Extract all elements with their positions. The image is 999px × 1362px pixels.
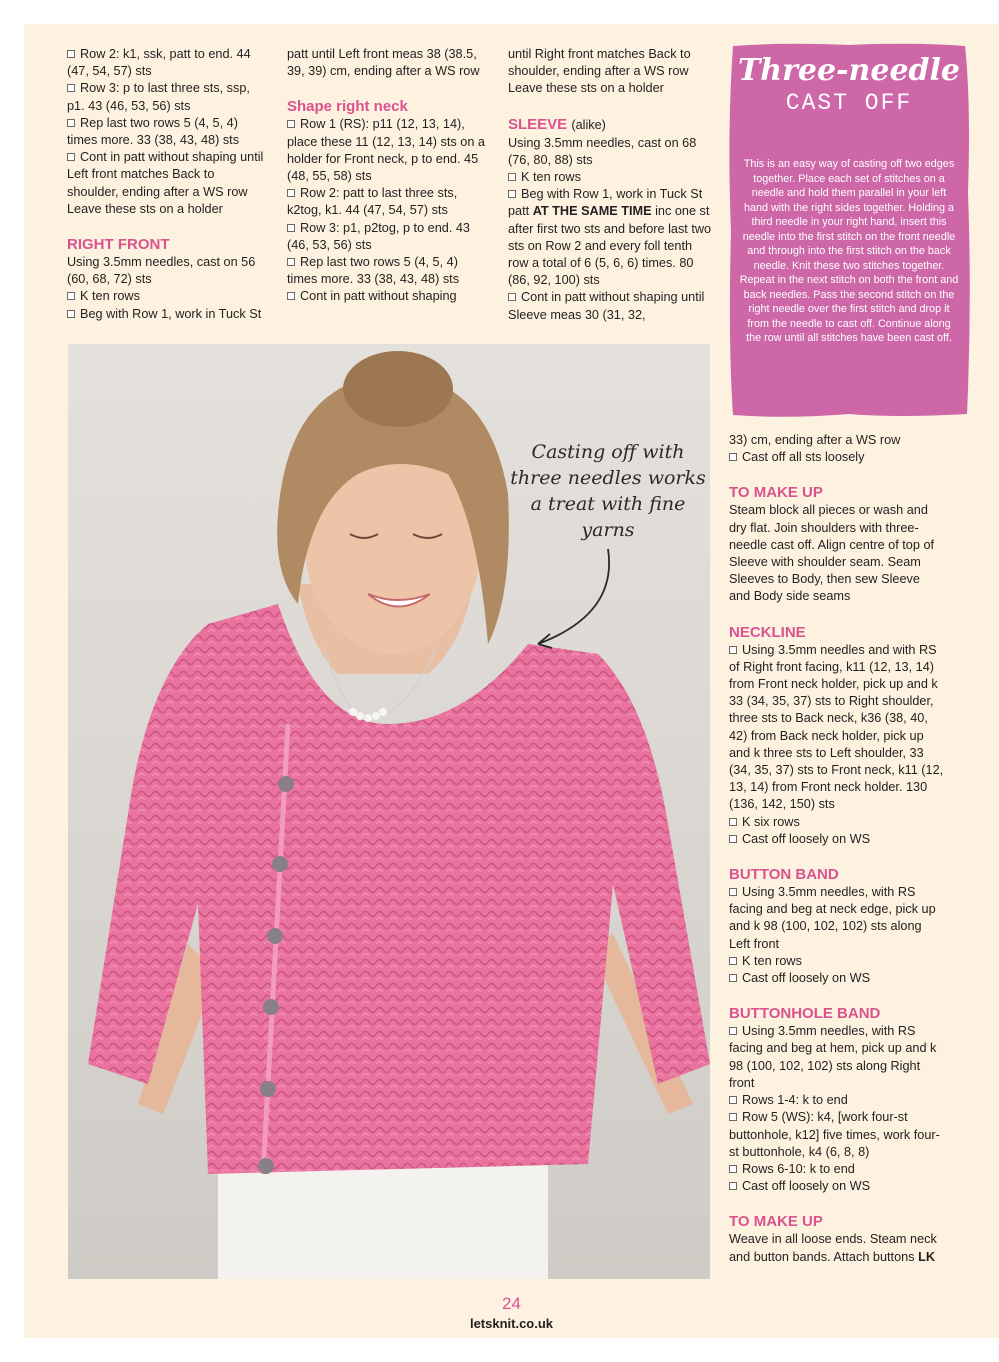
instruction-line: Rep last two rows 5 (4, 5, 4) times more. 33 (38, 43, 48) sts [67, 115, 240, 148]
instruction-line: Row 3: p to last three sts, ssp, p1. 43 (46, 53, 56) sts [67, 81, 250, 113]
checkbox-icon[interactable] [729, 1113, 737, 1121]
section-heading-buttonhole-band: BUTTONHOLE BAND [729, 1005, 881, 1023]
page-number: 24 [502, 1294, 521, 1313]
magazine-page [24, 24, 999, 1338]
instruction-line: Rows 6-10: k to end [729, 1161, 944, 1178]
checkbox-icon[interactable] [508, 190, 516, 198]
section-heading-shape-right-neck: Shape right neck [287, 98, 408, 116]
instruction-line: Cast off loosely on WS [729, 1178, 944, 1195]
checkbox-icon[interactable] [287, 292, 295, 300]
instruction-line: Leave these sts on a holder [67, 201, 223, 216]
instruction-line: Cont in patt without shaping [287, 288, 487, 305]
checkbox-icon[interactable] [729, 1027, 737, 1035]
pattern-column-3 [508, 46, 713, 324]
instruction-line: Using 3.5mm needles, cast on 56 (60, 68, 72) sts [67, 255, 256, 287]
instruction-line: Cont in patt without shaping until Sleeve meas 30 (31, 32, [508, 290, 705, 322]
instruction-line: Rows 1-4: k to end [729, 1092, 944, 1109]
button-icon [272, 856, 288, 872]
instruction-line: Weave in all loose ends. Steam neck and button bands. Attach buttons LK [729, 1232, 937, 1264]
checkbox-icon[interactable] [729, 1165, 737, 1173]
instruction-line: Using 3.5mm needles, with RS facing and beg at hem, pick up and k 98 (100, 102, 102) sts along Right front [729, 1024, 937, 1090]
checkbox-icon[interactable] [729, 818, 737, 826]
checkbox-icon[interactable] [508, 293, 516, 301]
pattern-column-2 [287, 46, 487, 306]
section-heading-neckline: NECKLINE [729, 623, 806, 641]
instruction-line: patt until Left front meas 38 (38.5, 39, 39) cm, ending after a WS row [287, 47, 480, 79]
checkbox-icon[interactable] [67, 50, 75, 58]
instruction-line: K ten rows [67, 288, 267, 305]
site-url[interactable]: letsknit.co.uk [469, 1316, 554, 1331]
checkbox-icon[interactable] [67, 84, 75, 92]
instruction-line: Using 3.5mm needles, cast on 68 (76, 80, 88) sts [508, 135, 697, 167]
instruction-line: Row 3: p1, p2tog, p to end. 43 (46, 53, 56) sts [287, 220, 470, 252]
checkbox-icon[interactable] [287, 120, 295, 128]
pattern-column-1 [67, 46, 267, 323]
pattern-column-4 [729, 432, 944, 1266]
instruction-line: Cast off all sts loosely [729, 449, 944, 466]
sidebar-title: Three-needle [737, 53, 960, 88]
instruction-line: Cont in patt without shaping until Left front matches Back to shoulder, ending after a WS row [67, 150, 264, 199]
checkbox-icon[interactable] [729, 974, 737, 982]
instruction-line: Row 1 (RS): p11 (12, 13, 14), place these 11 (12, 13, 14) sts on a holder for Front neck, p to end. 45 (48, 55, 58) sts [287, 117, 485, 184]
section-heading-to-make-up-final: TO MAKE UP [729, 1213, 823, 1231]
checkbox-icon[interactable] [67, 153, 75, 161]
cardigan-photo [68, 344, 710, 1279]
instruction-line: Row 5 (WS): k4, [work four-st buttonhole, k12] five times, work four-st buttonhole, k4 (6, 8, 8) [729, 1110, 940, 1159]
checkbox-icon[interactable] [729, 1182, 737, 1190]
checkbox-icon[interactable] [729, 1096, 737, 1104]
instruction-line: Using 3.5mm needles and with RS of Right front facing, k11 (12, 13, 14) from Front neck holder, pick up and k 33 (34, 35, 37) sts to Right shoulder, three sts to Back neck, k36 (38, 40, 42) from Back neck holder, pick up and k three sts to Left shoulder, 33 (34, 35, 37) sts to Front neck, k11 (12, 13, 14) from Front neck holder. 130 (136, 142, 150) sts [729, 642, 944, 812]
hair-bun [343, 351, 453, 427]
checkbox-icon[interactable] [729, 646, 737, 654]
checkbox-icon[interactable] [729, 453, 737, 461]
instruction-line: K ten rows [508, 169, 713, 186]
three-needle-cast-off-sidebar [727, 42, 971, 420]
instruction-line: until Right front matches Back to shoulder, ending after a WS row [508, 47, 691, 79]
pink-cardigan [88, 604, 710, 1174]
checkbox-icon[interactable] [67, 292, 75, 300]
instruction-line: Rep last two rows 5 (4, 5, 4) times more. 33 (38, 43, 48) sts [287, 255, 460, 287]
white-skirt [218, 1164, 548, 1279]
photo-callout: Casting off with three needles works a treat with fine yarns [510, 441, 706, 541]
instruction-line: Steam block all pieces or wash and dry flat. Join shoulders with three-needle cast off. Align centre of top of Sleeve with shoulder seam. Seam Sleeves to Body, then sew Sleeve and Body side seams [729, 503, 935, 604]
instruction-line: K ten rows [729, 953, 944, 970]
instruction-line: Beg with Row 1, work in Tuck St patt AT THE SAME TIME inc one st after first two sts and before last two sts on Row 2 and every foll tenth row a total of 6 (5, 6, 6) times. 80 (86, 92, 100) sts [508, 187, 712, 288]
section-heading-right-front: RIGHT FRONT [67, 236, 170, 254]
button-icon [258, 1158, 274, 1174]
instruction-line: 33) cm, ending after a WS row [729, 433, 901, 447]
button-icon [267, 928, 283, 944]
checkbox-icon[interactable] [287, 258, 295, 266]
instruction-line: Row 2: patt to last three sts, k2tog, k1. 44 (47, 54, 57) sts [287, 186, 458, 218]
section-heading-to-make-up: TO MAKE UP [729, 484, 823, 502]
instruction-line: Row 2: k1, ssk, patt to end. 44 (47, 54, 57) sts [67, 47, 251, 79]
section-heading-sleeve: SLEEVE (alike) [508, 115, 606, 133]
sidebar-subtitle: CAST OFF [785, 90, 913, 116]
instruction-line: Cast off loosely on WS [729, 831, 944, 848]
instruction-line: Cast off loosely on WS [729, 970, 944, 987]
sidebar-body: This is an easy way of casting off two edges together. Place each set of stitches on a needle and hold them parallel in your left hand with the right sides together. Holding a third needle in your right hand, insert this needle into the first stitch on the front needle and through into the first stitch on the back needle. Knit these two stitches together. Repeat in the next stitch on both the front and back needles. Pass the second stitch on the right needle over the first stitch and drop it from the needle to cast off. Continue along the row until all stitches have been cast off. [739, 158, 959, 344]
section-heading-button-band: BUTTON BAND [729, 866, 839, 884]
checkbox-icon[interactable] [729, 957, 737, 965]
instruction-line: Using 3.5mm needles, with RS facing and beg at neck edge, pick up and k 98 (100, 102, 102) sts along Left front [729, 885, 936, 951]
instruction-line: K six rows [729, 814, 944, 831]
checkbox-icon[interactable] [508, 173, 516, 181]
checkbox-icon[interactable] [67, 310, 75, 318]
checkbox-icon[interactable] [729, 888, 737, 896]
checkbox-icon[interactable] [67, 119, 75, 127]
instruction-line: Leave these sts on a holder [508, 81, 664, 96]
callout-arrow-icon [538, 549, 609, 644]
checkbox-icon[interactable] [729, 835, 737, 843]
instruction-line: Beg with Row 1, work in Tuck St [67, 306, 267, 323]
button-icon [260, 1081, 276, 1097]
button-icon [263, 999, 279, 1015]
checkbox-icon[interactable] [287, 224, 295, 232]
checkbox-icon[interactable] [287, 189, 295, 197]
button-icon [278, 776, 294, 792]
